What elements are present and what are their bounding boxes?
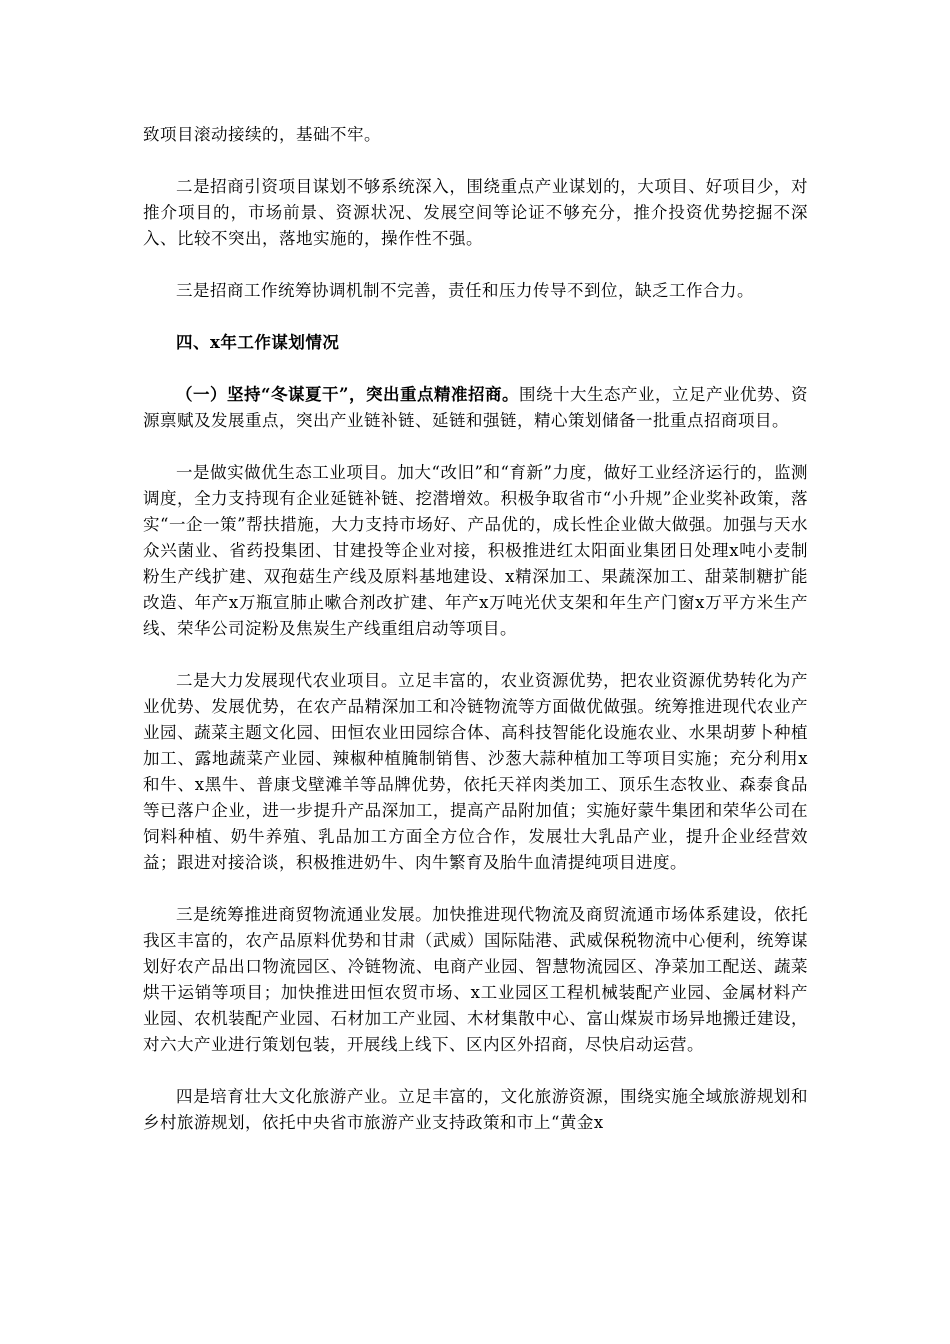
subsection-body: 围绕十大生态产业，立足产业优势、资源禀赋及发展重点，突出产业链补链、延链和强链，精心策划储备一批重点招商项目。 [143,385,809,430]
paragraph-logistics: 三是统筹推进商贸物流通业发展。加快推进现代物流及商贸流通市场体系建设，依托我区丰富的，农产品原料优势和甘肃（武威）国际陆港、武威保税物流中心便利，统筹谋划好农产品出口物流园区、冷链物流、电商产业园、智慧物流园区、净菜加工配送、蔬菜烘干运销等项目；加快推进田恒农贸市场、x工业园区工程机械装配产业园、金属材料产业园、农机装配产业园、石材加工产业园、木材集散中心、富山煤炭市场异地搬迁建设，对六大产业进行策划包装，开展线上线下、区内区外招商，尽快启动运营。 [143,905,808,1054]
paragraph-agriculture-projects: 二是大力发展现代农业项目。立足丰富的，农业资源优势，把农业资源优势转化为产业优势、发展优势，在农产品精深加工和冷链物流等方面做优做强。统筹推进现代农业产业园、蔬菜主题文化园、田恒农业田园综合体、高科技智能化设施农业、水果胡萝卜种植加工、露地蔬菜产业园、辣椒种植腌制销售、沙葱大蒜种植加工等项目实施；充分利用x和牛、x黑牛、普康戈壁滩羊等品牌优势，依托天祥肉类加工、顶乐生态牧业、森泰食品等已落户企业，进一步提升产品深加工，提高产品附加值；实施好蒙牛集团和荣华公司在饲料种植、奶牛养殖、乳品加工方面全方位合作，发展壮大乳品产业，提升企业经营效益；跟进对接洽谈，积极推进奶牛、肉牛繁育及胎牛血清提纯项目进度。 [143,671,808,872]
paragraph-subsection-one [143,382,808,434]
paragraph-tourism: 四是培育壮大文化旅游产业。立足丰富的，文化旅游资源，围绕实施全域旅游规划和乡村旅游规划，依托中央省市旅游产业支持政策和市上“黄金x [143,1087,808,1132]
subsection-lead: （一）坚持“冬谋夏干”，突出重点精准招商。 [176,385,519,404]
paragraph-issue-three: 三是招商工作统筹协调机制不完善，责任和压力传导不到位，缺乏工作合力。 [176,281,754,300]
paragraph-issue-two: 二是招商引资项目谋划不够系统深入，围绕重点产业谋划的，大项目、好项目少，对推介项目的，市场前景、资源状况、发展空间等论证不够充分，推介投资优势挖掘不深入、比较不突出，落地实施的，操作性不强。 [143,177,808,248]
section-heading-four: 四、x年工作谋划情况 [176,333,340,352]
document-page [143,122,808,1162]
paragraph-industry-projects: 一是做实做优生态工业项目。加大“改旧”和“育新”力度，做好工业经济运行的，监测调度，全力支持现有企业延链补链、挖潜增效。积极争取省市“小升规”企业奖补政策，落实“一企一策”帮扶措施，大力支持市场好、产品优的，成长性企业做大做强。加强与天水众兴菌业、省药投集团、甘建投等企业对接，积极推进红太阳面业集团日处理x吨小麦制粉生产线扩建、双孢菇生产线及原料基地建设、x精深加工、果蔬深加工、甜菜制糖扩能改造、年产x万瓶宣肺止嗽合剂改扩建、年产x万吨光伏支架和年生产门窗x万平方米生产线、荣华公司淀粉及焦炭生产线重组启动等项目。 [143,463,808,638]
paragraph-continuation: 致项目滚动接续的，基础不牢。 [143,125,381,144]
